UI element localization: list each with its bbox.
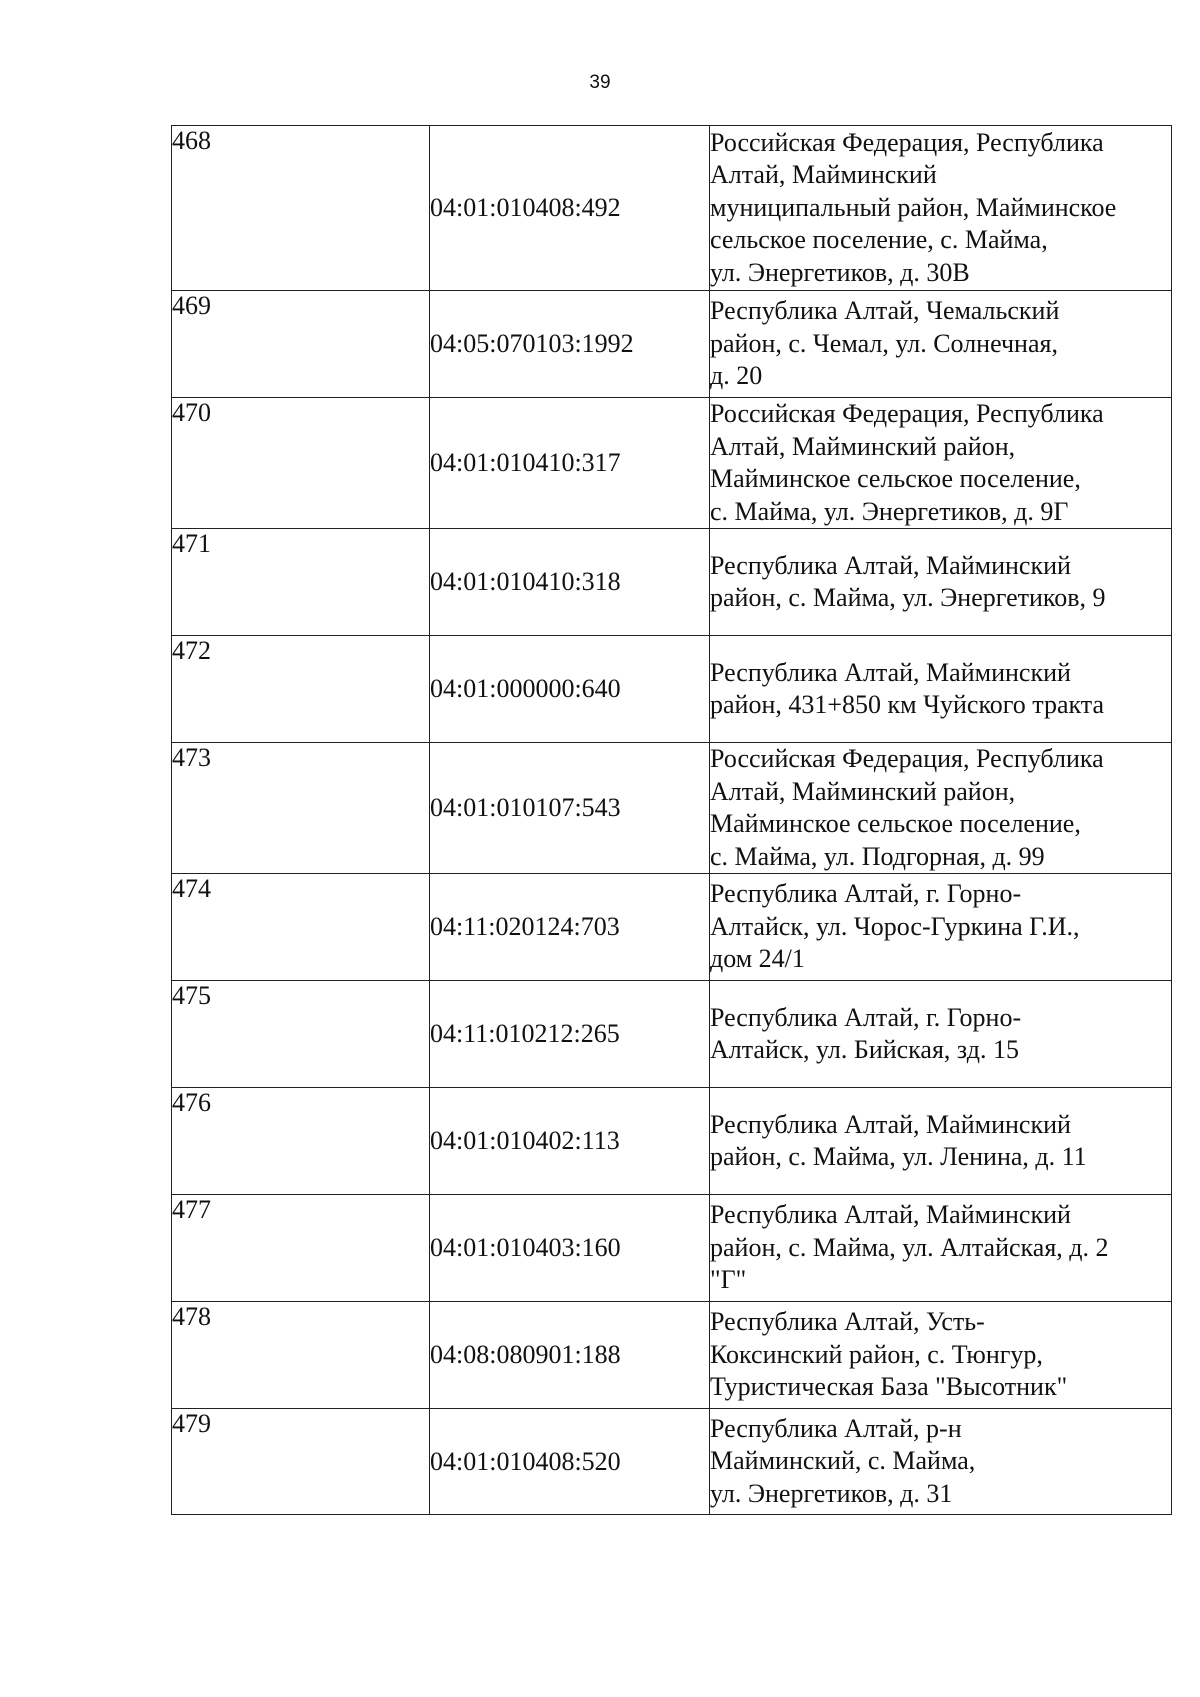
row-number-cell: 468 — [172, 126, 430, 291]
address-line: Майминский, с. Майма, — [710, 1446, 976, 1476]
address-cell — [710, 529, 1172, 636]
row-number-cell: 471 — [172, 529, 430, 636]
cadastral-registry-table — [171, 125, 1172, 1515]
cadastral-number-cell: 04:11:020124:703 — [430, 874, 710, 981]
address-line: Российская Федерация, Республика — [710, 399, 1104, 428]
address-cell — [710, 126, 1172, 291]
address-line: Российская Федерация, Республика — [710, 744, 1104, 773]
address-line: Алтайск, ул. Чорос-Гуркина Г.И., — [710, 911, 1080, 941]
row-number-cell: 476 — [172, 1088, 430, 1195]
address-line: Республика Алтай, Майминский — [710, 657, 1071, 687]
row-number-cell: 479 — [172, 1409, 430, 1515]
table-row — [172, 1302, 1172, 1409]
address-line: Республика Алтай, г. Горно- — [710, 879, 1022, 909]
address-line: район, с. Майма, ул. Энергетиков, 9 — [710, 583, 1106, 612]
address-line: Туристическая База "Высотник" — [710, 1372, 1068, 1402]
address-cell — [710, 981, 1172, 1088]
cadastral-number-cell: 04:11:010212:265 — [430, 981, 710, 1088]
address-line: Алтай, Майминский район, — [710, 776, 1016, 806]
address-line: район, с. Майма, ул. Алтайская, д. 2 — [710, 1232, 1109, 1262]
address-cell — [710, 291, 1172, 398]
row-number-cell: 478 — [172, 1302, 430, 1409]
table-row — [172, 1195, 1172, 1302]
table-row — [172, 1088, 1172, 1195]
table-row — [172, 743, 1172, 874]
cadastral-number-cell: 04:01:000000:640 — [430, 636, 710, 743]
address-line: Республика Алтай, г. Горно- — [710, 1002, 1022, 1032]
cadastral-number-cell: 04:01:010403:160 — [430, 1195, 710, 1302]
address-line: Майминское сельское поселение, — [710, 809, 1081, 838]
address-line: "Г" — [710, 1265, 747, 1295]
address-cell — [710, 1195, 1172, 1302]
row-number-cell: 472 — [172, 636, 430, 743]
address-line: район, 431+850 км Чуйского тракта — [710, 690, 1105, 719]
address-line: Республика Алтай, Майминский — [710, 1200, 1071, 1230]
address-line: с. Майма, ул. Энергетиков, д. 9Г — [710, 496, 1069, 526]
cadastral-number-cell: 04:01:010107:543 — [430, 743, 710, 874]
address-line: район, с. Майма, ул. Ленина, д. 11 — [710, 1142, 1087, 1171]
cadastral-number-cell: 04:01:010408:492 — [430, 126, 710, 291]
address-line: Республика Алтай, р-н — [710, 1413, 962, 1443]
address-line: Республика Алтай, Чемальский — [710, 296, 1060, 326]
address-cell — [710, 398, 1172, 529]
row-number-cell: 477 — [172, 1195, 430, 1302]
address-line: ул. Энергетиков, д. 31 — [710, 1478, 953, 1508]
address-line: д. 20 — [710, 361, 763, 391]
address-line: Коксинский район, с. Тюнгур, — [710, 1339, 1043, 1369]
address-line: район, с. Чемал, ул. Солнечная, — [710, 328, 1058, 358]
address-line: Республика Алтай, Майминский — [710, 1109, 1071, 1139]
row-number-cell: 470 — [172, 398, 430, 529]
table-row — [172, 398, 1172, 529]
cadastral-number-cell: 04:05:070103:1992 — [430, 291, 710, 398]
cadastral-number-cell: 04:01:010402:113 — [430, 1088, 710, 1195]
address-line: муниципальный район, Майминское — [710, 192, 1117, 222]
address-line: Майминское сельское поселение, — [710, 464, 1081, 493]
address-line: сельское поселение, с. Майма, — [710, 225, 1048, 255]
address-line: ул. Энергетиков, д. 30В — [710, 257, 970, 287]
address-line: Республика Алтай, Майминский — [710, 550, 1071, 580]
address-cell — [710, 874, 1172, 981]
address-line: Алтай, Майминский район, — [710, 431, 1016, 461]
row-number-cell: 469 — [172, 291, 430, 398]
cadastral-number-cell: 04:01:010410:317 — [430, 398, 710, 529]
cadastral-number-cell: 04:08:080901:188 — [430, 1302, 710, 1409]
address-cell — [710, 743, 1172, 874]
address-line: Республика Алтай, Усть- — [710, 1307, 985, 1337]
row-number-cell: 474 — [172, 874, 430, 981]
address-cell — [710, 1302, 1172, 1409]
address-line: Российская Федерация, Республика — [710, 127, 1104, 157]
address-cell — [710, 636, 1172, 743]
address-line: с. Майма, ул. Подгорная, д. 99 — [710, 841, 1045, 871]
page-number: 39 — [589, 72, 611, 93]
address-line: Алтай, Майминский — [710, 160, 937, 190]
address-cell — [710, 1409, 1172, 1515]
cadastral-number-cell: 04:01:010408:520 — [430, 1409, 710, 1515]
table-row — [172, 981, 1172, 1088]
row-number-cell: 475 — [172, 981, 430, 1088]
table-row — [172, 636, 1172, 743]
address-line: Алтайск, ул. Бийская, зд. 15 — [710, 1035, 1019, 1064]
table-row — [172, 529, 1172, 636]
table-row — [172, 1409, 1172, 1515]
address-cell — [710, 1088, 1172, 1195]
registry-table-body — [172, 126, 1172, 1515]
table-row — [172, 874, 1172, 981]
table-row — [172, 126, 1172, 291]
address-line: дом 24/1 — [710, 944, 805, 974]
table-row — [172, 291, 1172, 398]
cadastral-number-cell: 04:01:010410:318 — [430, 529, 710, 636]
row-number-cell: 473 — [172, 743, 430, 874]
